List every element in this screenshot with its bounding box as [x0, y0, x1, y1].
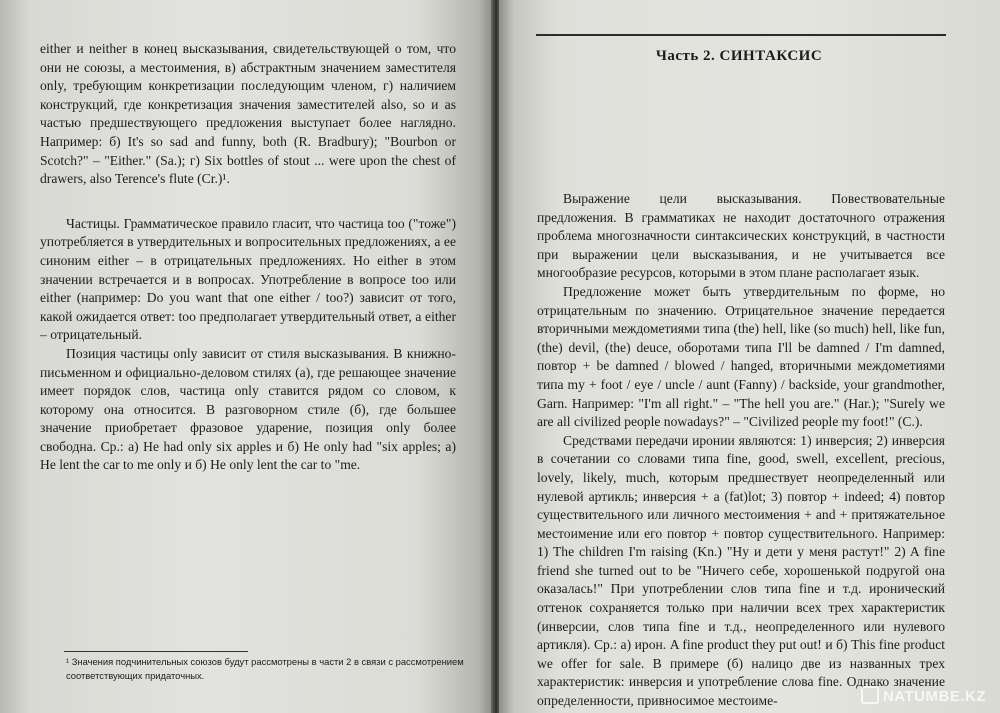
header-rule — [536, 34, 946, 36]
logo-icon — [861, 686, 879, 704]
right-paragraph-3: Средствами передачи иронии являются: 1) инверсия; 2) инверсия в сочетании со словами типа fine, good, swell, excellent, precious, lovely, likely, much, которым предшествует неопределенный или нулевой артикль; инверсия + a (fat)lot; 3) повтор + indeed; 4) повтор существительного или личного местоимения + and + притяжательное местоимение или его повтор + повтор существительного. Например: 1) The children I'm raising (Kn.) "Ну и дети у меня растут!" 2) A fine friend she turned out to be "Ничего себе, хорошенькой подругой она оказалась!" При употреблении слов типа fine и т.д. иронический оттенок сохраняется только при наличии всех трех характеристик (инверсии, слов типа fine и т.д., неопределенного или нулевого артикля). Ср.: а) ирон. A fine product they put out! и б) This fine product we offer for sale. В примере (б) налицо две из названных трех характеристик: инверсия и употребление слова fine. Однако значение определенности, привносимое местоиме- — [537, 432, 945, 709]
watermark-text: NATUMBE.KZ — [882, 688, 986, 705]
right-page — [499, 0, 1000, 713]
watermark — [861, 686, 986, 705]
left-page — [0, 0, 493, 713]
right-paragraph-2: Предложение может быть утвердительным по форме, но отрицательным по значению. Отрицательное значение передается вторичными междометиями типа (the) hell, like (so much) hell, like fun, (the) devil, (the) deuce, оборотами типа I'll be damned / I'm damned, повтор + be damned / blowed / hanged, вторичными междометиями типа my + foot / eye / uncle / aunt (Fanny) / backside, your grandmother, Garn. Например: "I'm all right." – "The hell you are." (Har.); "Surely we are all civilized people nowadays?" – "Civilized people my foot!" (C.). — [537, 283, 945, 430]
left-paragraph-3: Позиция частицы only зависит от стиля высказывания. В книжно-письменном и официально-деловом стилях (а), где решающее значение имеет порядок слов, частица only ставится рядом со словом, к которому она относится. В разговорном стиле (б), где большее значение приобретает фразовое ударение, позиция only более свободна. Ср.: а) He had only six apples и б) He only had "six apples; а) He lent the car to me only и б) He only lent the car to "me. — [40, 345, 456, 473]
left-page-body — [40, 40, 456, 475]
left-paragraph-2: Частицы. Грамматическое правило гласит, что частица too ("тоже") употребляется в утвердительных и вопросительных предложениях, а ее синоним either – в отрицательных предложениях. Но either в этом значении встречается и в вопросах. Употребление в вопросе too или either (например: Do you want that one either / too?) зависит от того, какой ожидается ответ: too предполагает утвердительный ответ, a either – отрицательный. — [40, 215, 456, 343]
part-heading: Часть 2. СИНТАКСИС — [655, 48, 823, 64]
footnote-rule — [64, 651, 248, 652]
left-paragraph-1: either и neither в конец высказывания, свидетельствующей о том, что они не союзы, а местоимения, в) абстрактным значением заместителя only, требующим конкретизации последующим членом, г) наличием конструкций, где конкретизация значения заместителей also, so и as частью предшествующего предложения выступает более наглядно. Например: б) It's so sad and funny, both (R. Bradbury); "Bourbon or Scotch?" – "Either." (Sa.); г) Six bottles of stout ... were upon the chest of drawers, also Terence's flute (Cr.)¹. — [40, 41, 456, 187]
footnote: ¹ Значения подчинительных союзов будут рассмотрены в части 2 в связи с рассмотрением соответствующих придаточных. — [66, 656, 464, 681]
right-paragraph-1: Выражение цели высказывания. Повествовательные предложения. В грамматиках не находит достаточного отражения проблема многозначности синтаксических конструкций, в частности при выражении цели высказывания, и не учитывается все многообразие ресурсов, которыми в этом плане располагает язык. — [537, 191, 945, 281]
right-page-body — [537, 190, 945, 711]
